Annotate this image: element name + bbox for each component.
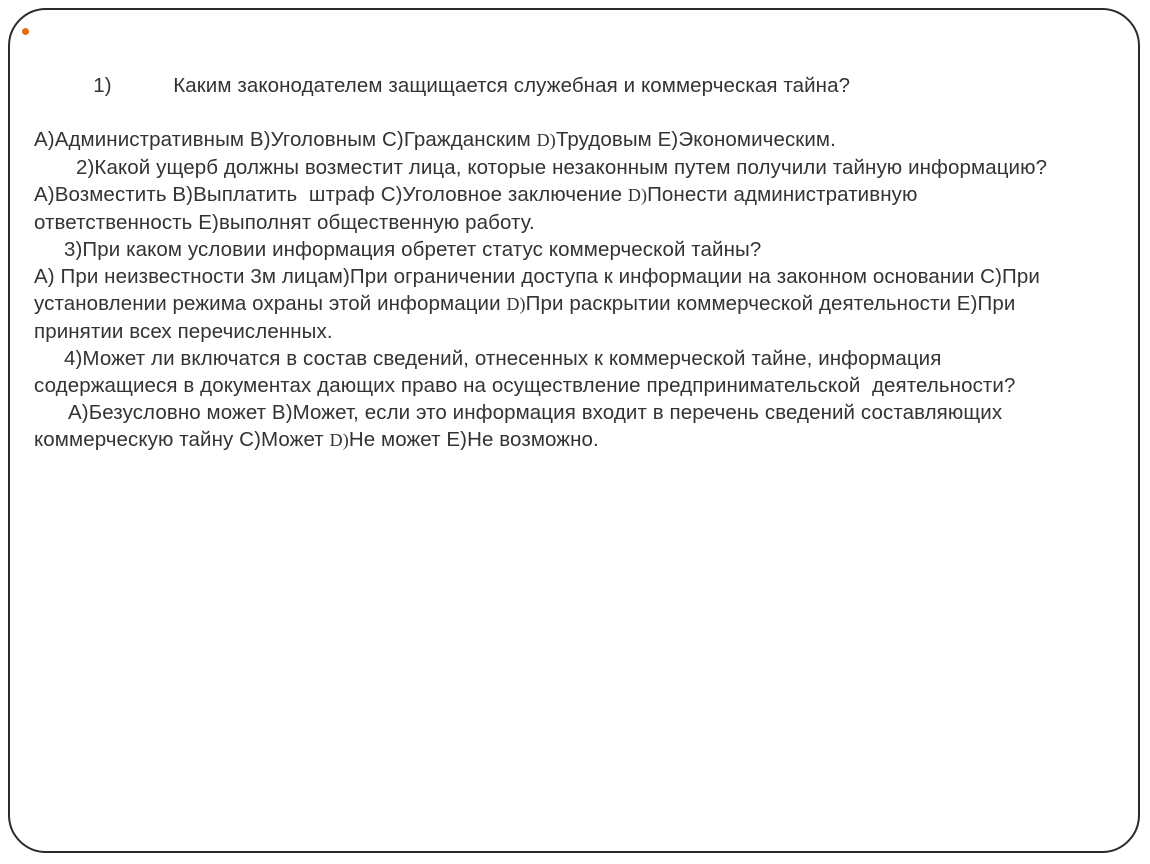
question-1-options: [34, 126, 1124, 154]
question-4-options-line4: [34, 426, 1124, 454]
question-2-options-a: А)Возместить В)Выплатить штраф С)Уголовное заключение: [34, 183, 628, 206]
question-2-options-line3: ответственность Е)выполнят общественную работу.: [34, 211, 535, 234]
question-2-option-d-label: D): [627, 185, 648, 205]
question-1-text: Каким законодателем защищается служебная и коммерческая тайна?: [173, 74, 851, 97]
bullet-icon: [22, 28, 29, 35]
question-3-options: А) При неизвестности 3м лицам)При ограничении доступа к информации на законном основании С)При: [34, 265, 1040, 288]
question-3-option-d-label: D): [506, 294, 526, 314]
question-1-options-rest: Трудовым Е)Экономическим.: [555, 128, 836, 151]
question-4-options-a: коммерческую тайну С)Может: [34, 428, 330, 451]
question-3-options-line4: принятии всех перечисленных.: [34, 320, 333, 343]
question-3-title: 3)При каком условии информация обретет статус коммерческой тайны?: [64, 238, 762, 261]
question-1-number: 1): [93, 74, 112, 97]
question-2-options: [34, 181, 1124, 209]
question-2-title: 2)Какой ущерб должны возместит лица, которые незаконным путем получили тайную информацию?: [76, 156, 1048, 179]
question-4-title: 4)Может ли включатся в состав сведений, отнесенных к коммерческой тайне, информация: [64, 347, 942, 370]
question-3-options-line3: [34, 290, 1124, 318]
question-4-option-d-label: D): [329, 430, 349, 450]
question-1-option-d-label: D): [536, 130, 556, 150]
question-4-options: А)Безусловно может В)Может, если это информация входит в перечень сведений составляющих: [68, 401, 1003, 424]
question-3-options-a: установлении режима охраны этой информации: [34, 292, 507, 315]
question-2-options-b: Понести административную: [647, 183, 918, 206]
slide-content: [34, 18, 1124, 454]
question-4-options-b: Не может Е)Не возможно.: [348, 428, 599, 451]
question-1-title: [34, 18, 1124, 126]
question-1-options-a: А)Административным В)Уголовным С)Гражданским: [34, 128, 537, 151]
question-4-title-line2: содержащиеся в документах дающих право на осуществление предпринимательской деятельности?: [34, 374, 1016, 397]
question-3-options-b: При раскрытии коммерческой деятельности Е)При: [525, 292, 1016, 315]
